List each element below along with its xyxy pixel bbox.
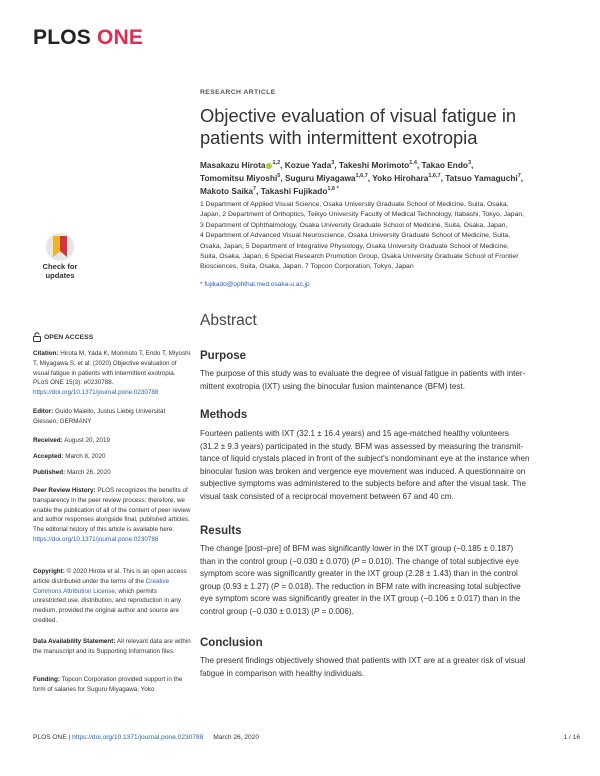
email-link[interactable]: * fujikado@ophthal.med.osaka-u.ac.jp (200, 281, 310, 288)
author-name[interactable]: Yoko Hirohara (372, 172, 429, 183)
conclusion-heading: Conclusion (200, 637, 263, 649)
p-symbol: P (354, 556, 360, 566)
author-affiliation-mark: 3 (331, 160, 335, 166)
results-fragment: = 0.010). The change of total subjective eye (359, 556, 519, 566)
results-heading: Results (200, 525, 242, 537)
author-affiliation-mark: 1,6 * (327, 186, 339, 193)
cc-license-link[interactable]: Creative Commons Attribution License (33, 577, 170, 595)
check-for-updates-badge[interactable] (33, 232, 87, 290)
results-line (200, 581, 580, 594)
methods-text (200, 428, 580, 504)
conclusion-text (200, 655, 580, 680)
methods-line: subjective symptoms was administered to the subjects before and after the visual task. The (200, 479, 527, 489)
citation-doi-link[interactable]: https://doi.org/10.1371/journal.pone.0230788 (33, 389, 159, 397)
citation-label: Citation: (33, 350, 59, 357)
title-line-2: patients with intermittent exotropia (200, 127, 478, 148)
accepted-label: Accepted: (33, 453, 64, 460)
results-line: symptom score was significantly greater in the IXT group (2.28 ± 1.43) than in the control (200, 569, 518, 579)
logo-plos: PLOS (33, 26, 91, 49)
journal-logo (33, 26, 143, 50)
page-number: 1 / 16 (563, 734, 580, 741)
methods-heading: Methods (200, 409, 248, 421)
affiliation-line: Osaka, Japan, 5 Department of Integrative Physiology, Osaka University Graduate School of Medicine, (200, 242, 509, 250)
author-name[interactable]: Makoto Saika (200, 186, 254, 197)
funding-label: Funding: (33, 676, 60, 683)
copyright-label: Copyright: (33, 568, 65, 575)
methods-line: tance of liquid crystals placed in front of the subject's nondominant eye at the instance when (200, 454, 530, 464)
page-footer (33, 734, 580, 741)
article-type: RESEARCH ARTICLE (200, 89, 276, 96)
data-availability-block (33, 637, 191, 657)
author-affiliation-mark: 1,6,7 (355, 173, 368, 180)
citation-text: Hirota M, Yada K, Morimoto T, Endo T, Miyoshi T, Miyagawa S, et al. (2020) Objective evaluation of visual fatigue in patients with intermittent exotropia. PLoS ONE 15(3): e0230788. (33, 350, 191, 387)
funding-block (33, 675, 191, 695)
author-name[interactable]: Takeshi Morimoto (338, 159, 410, 170)
author-affiliation-mark: 3 (467, 160, 472, 166)
affiliation-line: 4 Department of Advanced Visual Neuroscience, Osaka University Graduate School of Medicine, Suita, (200, 232, 511, 240)
open-access-label (33, 332, 93, 342)
footer-left (33, 734, 259, 741)
results-line: The change [post–pre] of BFM was significantly lower in the IXT group (−0.185 ± 0.187) (200, 544, 514, 553)
copyright-text-1: © 2020 Hirota et al. This is an open access article distributed under the terms of the (33, 568, 187, 585)
author-affiliation-mark: 1,2 (272, 160, 281, 166)
author-affiliation-mark: 1,4 (409, 160, 417, 166)
affiliation-line: Biosciences, Suita, Osaka, Japan, 7 Topcon Corporation, Tokyo, Japan (200, 263, 414, 271)
author-list: Masakazu Hirota $^{1,2}$, Kozue Yada$^3$, Takeshi Morimoto$^{1,4}$, Takao Endo$^3$, Tomomitsu Miyoshi$^5$, Suguru Miyagawa$^{1,6,7}$, Yoko Hirohara$^{1,6,7}$, Tatsuo Yamaguchi$^7$, Makoto Saika$^7$, Takashi Fujikado$^{1,6 *}$ (200, 159, 524, 197)
affiliation-line: Suita, Osaka, Japan, 6 Special Research Promotion Group, Osaka University Graduate School of Frontier (200, 253, 519, 261)
author-name[interactable]: Tatsuo Yamaguchi (445, 172, 518, 183)
accepted-date: March 8, 2020 (65, 453, 106, 460)
affiliation-line: 3 Department of Ophthalmology, Osaka University Graduate School of Medicine, Suita, Osaka, Japan, (200, 221, 508, 229)
affiliations (200, 200, 580, 273)
affiliation-line: Japan, 2 Department of Orthoptics, Teikyo University Faculty of Medical Technology, Itabashi, Tokyo, Japan, (200, 211, 525, 219)
data-availability-label: Data Availability Statement: (33, 638, 116, 645)
methods-line: (31.2 ± 9.3 years) participated in the study. BFM was assessed by measuring the transmit- (200, 441, 524, 451)
author-name[interactable]: Takashi Fujikado (260, 186, 328, 197)
author-affiliation-mark: 7 (517, 173, 521, 180)
abstract-heading: Abstract (200, 312, 257, 329)
conclusion-line: The present findings objectively showed that patients with IXT are at a greater risk of visual (200, 656, 526, 665)
article-title (200, 105, 580, 149)
open-access-text: OPEN ACCESS (44, 333, 94, 341)
results-line (200, 606, 580, 619)
received-label: Received: (33, 437, 63, 444)
accepted-block (33, 452, 191, 462)
purpose-line: The purpose of this study was to evaluate the degree of visual fatigue in patients with inter- (200, 369, 526, 378)
copyright-text-2: , which permits unrestricted use, distribution, and reproduction in any medium, provided the original author and source are credited. (33, 587, 182, 624)
affiliation-line: 1 Department of Applied Visual Science, Osaka University Graduate School of Medicine, Suita, Osaka, (200, 201, 509, 208)
check-updates-line2: updates (45, 270, 75, 280)
received-block (33, 436, 191, 446)
results-fragment: than in the control group (−0.030 ± 0.070) ( (200, 556, 355, 566)
methods-line: visual task consisted of a reciprocal movement between 67 and 40 cm. (200, 491, 454, 501)
published-date: March 26, 2020 (66, 469, 111, 476)
author-affiliation-mark: 1,6,7 (428, 173, 441, 180)
funding-text: Topcon Corporation provided support in the form of salaries for Suguru Miyagawa, Yoko (33, 676, 183, 693)
footer-date: March 26, 2020 (213, 734, 260, 741)
copyright-block (33, 567, 191, 626)
editor-text: Guido Maiello, Justus Liebig Universitat Giessen, GERMANY (33, 408, 166, 425)
citation-block (33, 349, 191, 398)
purpose-text (200, 368, 580, 393)
results-fragment: = 0.018). The reduction in BFM rate with increasing total subjective (279, 581, 521, 591)
results-fragment: = 0.006). (319, 606, 354, 616)
editor-block (33, 407, 191, 427)
results-fragment: group (0.93 ± 1.27) ( (200, 581, 274, 591)
footer-doi-link[interactable]: https://doi.org/10.1371/journal.pone.0230788 (72, 734, 204, 741)
bookmark-ribbon-icon (33, 232, 87, 262)
p-symbol: P (314, 606, 320, 616)
check-updates-line1: Check for (42, 262, 78, 271)
editor-label: Editor: (33, 408, 54, 415)
purpose-line: mittent exotropia (IXT) using the binocular fusion maintenance (BFM) test. (200, 381, 465, 391)
results-text (200, 543, 580, 619)
author-name[interactable]: Suguru Miyagawa (284, 172, 356, 183)
conclusion-line: fatigue in comparison with healthy individuals. (200, 668, 365, 678)
results-line (200, 556, 580, 569)
peer-review-label: Peer Review History: (33, 487, 96, 494)
methods-line: binocular fusion was broken and vergence eye movement was induced. A questionnaire on (200, 466, 526, 476)
results-line: eye symptom score was significantly greater in the IXT group (−0.106 ± 0.017) than in the (200, 594, 521, 604)
footer-separator: | (66, 734, 73, 741)
purpose-heading: Purpose (200, 350, 247, 362)
results-fragment: control group (−0.030 ± 0.013) ( (200, 606, 315, 616)
data-availability-text: All relevant data are within the manuscript and its Supporting Information files. (33, 638, 191, 655)
author-affiliation-mark: 5 (277, 173, 281, 180)
corresponding-email[interactable] (200, 281, 580, 288)
methods-line: Fourteen patients with IXT (32.1 ± 16.4 years) and 15 age-matched healthy volunteers (200, 429, 509, 438)
peer-review-doi-link[interactable]: https://doi.org/10.1371/journal.pone.0230788 (33, 535, 159, 543)
author-name[interactable]: Kozue Yada (284, 159, 332, 170)
author-name[interactable]: Masakazu Hirota (200, 159, 266, 170)
footer-journal: PLOS ONE (33, 734, 67, 741)
p-symbol: P (273, 581, 280, 591)
author-affiliation-mark: 7 (253, 186, 257, 193)
author-name[interactable]: Takao Endo (421, 159, 468, 170)
peer-review-text: PLOS recognizes the benefits of transparency in the peer review process; therefore, we enable the publication of all of the content of peer review and author responses alongside final, published articles. The editorial history of this article is available here: (33, 487, 191, 534)
title-line-1: Objective evaluation of visual fatigue in (200, 105, 517, 126)
peer-review-block (33, 486, 191, 545)
author-name[interactable]: Tomomitsu Miyoshi (200, 172, 278, 183)
published-block (33, 468, 191, 478)
received-date: August 20, 2019 (64, 437, 111, 444)
open-lock-icon (33, 332, 41, 342)
published-label: Published: (33, 469, 66, 476)
logo-one: ONE (97, 26, 144, 49)
